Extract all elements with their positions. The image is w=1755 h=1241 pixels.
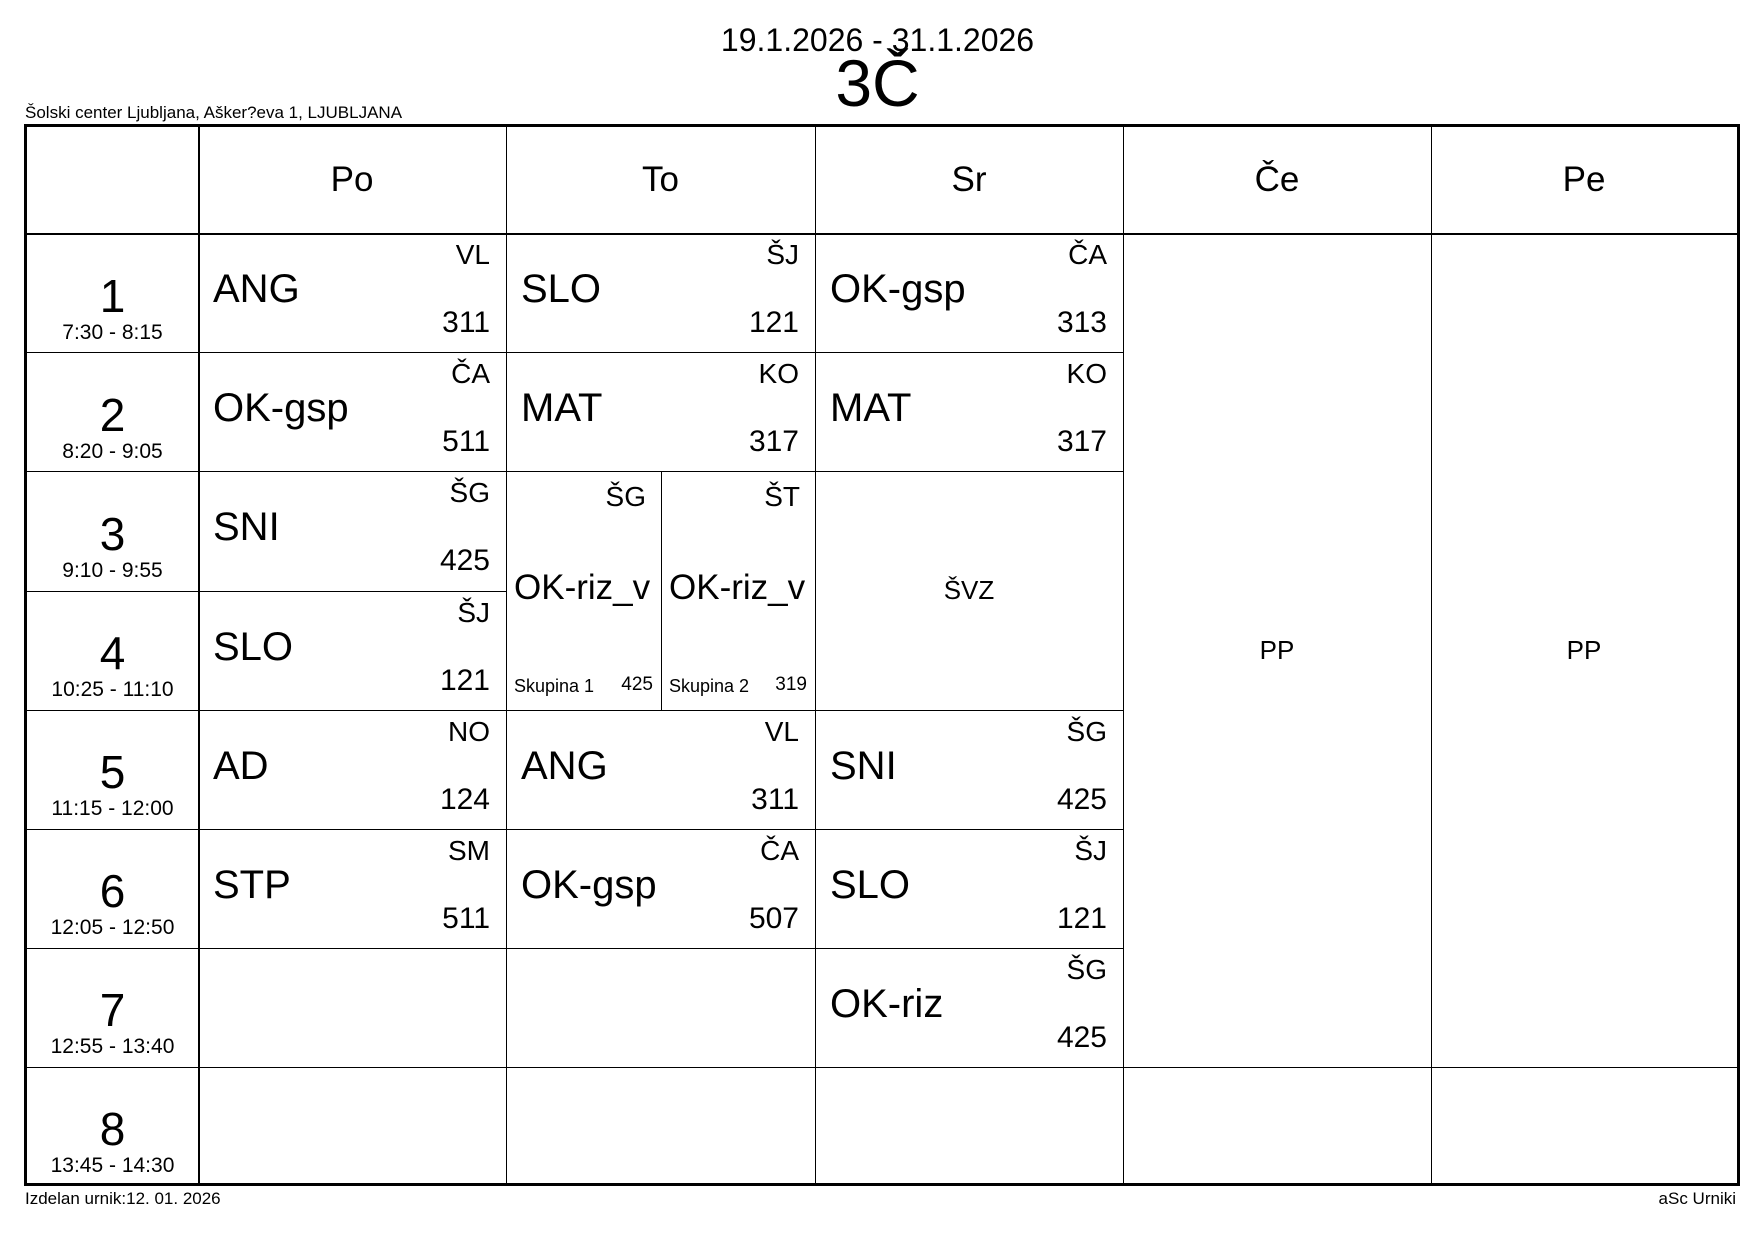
period-time: 11:15 - 12:00 [51,797,174,820]
lesson-subject: ANG [213,267,300,311]
lesson-teacher: KO [758,358,799,389]
lesson-cell[interactable] [506,233,815,352]
row-line [1123,1067,1737,1068]
lesson-room: 425 [621,674,653,695]
lesson-teacher: ŠG [449,477,490,508]
lesson-cell[interactable] [815,829,1123,948]
lesson-teacher: ŠJ [766,239,799,270]
lesson-subject: OK-riz_v [514,568,651,607]
day-header-to: To [642,160,679,199]
period-number: 3 [99,508,126,560]
period-number: 2 [99,389,126,441]
row-line [27,829,198,830]
lesson-subject: OK-gsp [830,267,966,311]
lesson-room: 313 [1056,306,1107,339]
lesson-subject: SNI [830,744,897,788]
period-time: 8:20 - 9:05 [62,440,163,463]
day-header-ce: Če [1254,160,1300,199]
lesson-teacher: ŠJ [457,597,490,628]
day-header-sr: Sr [951,160,987,199]
lesson-cell[interactable] [198,829,506,948]
row-line [198,948,506,949]
row-line [27,471,198,472]
lesson-room: 121 [439,664,490,697]
lesson-teacher: ŠG [1066,716,1107,747]
class-title: 3Č [835,46,920,120]
lesson-subject: SLO [521,267,602,311]
period-time: 7:30 - 8:15 [62,321,163,344]
group-lesson-cell[interactable] [661,471,815,710]
lesson-subject: OK-gsp [213,386,349,430]
lesson-teacher: ŠG [1066,954,1107,985]
lesson-cell-pp[interactable] [1431,233,1737,1067]
lesson-subject: AD [213,744,269,788]
lesson-teacher: VL [455,239,490,270]
lesson-teacher: ČA [1068,239,1107,270]
period-number: 4 [99,627,126,679]
lesson-cell[interactable] [815,948,1123,1067]
lesson-room: 507 [748,902,799,935]
lesson-room: 319 [775,674,807,695]
date-range: 19.1.2026 - 31.1.2026 [720,22,1035,58]
lesson-room: 511 [442,902,490,935]
row-line [27,710,198,711]
lesson-cell[interactable] [198,352,506,471]
period-time: 9:10 - 9:55 [62,559,163,582]
period-number: 5 [99,746,126,798]
period-time: 12:55 - 13:40 [50,1035,175,1058]
lesson-teacher: NO [448,716,490,747]
day-header-po: Po [330,160,374,199]
lesson-subject: MAT [521,386,603,430]
group-lesson-cell[interactable] [506,471,661,710]
lesson-cell[interactable] [198,591,506,710]
period-number: 6 [99,865,126,917]
lesson-room: 425 [1056,1021,1107,1054]
lesson-room: 311 [751,783,799,816]
lesson-cell[interactable] [506,352,815,471]
lesson-teacher: SM [448,835,490,866]
lesson-room: 317 [1056,425,1107,458]
software-credit: aSc Urniki [1658,1189,1736,1208]
lesson-cell[interactable] [198,471,506,591]
lesson-subject: SNI [213,505,280,549]
lesson-room: 121 [1056,902,1107,935]
lesson-subject: ŠVZ [943,575,995,605]
lesson-cell-pp[interactable] [1123,233,1431,1067]
lesson-teacher: KO [1066,358,1107,389]
lesson-subject: STP [213,863,291,907]
row-line [198,1067,506,1068]
row-line [27,1067,198,1068]
row-line [815,1067,1123,1068]
lesson-subject: MAT [830,386,912,430]
lesson-teacher: VL [764,716,799,747]
lesson-teacher: ČA [451,358,490,389]
row-line [27,352,198,353]
lesson-room: 317 [748,425,799,458]
period-time: 10:25 - 11:10 [51,678,174,701]
period-time: 12:05 - 12:50 [50,916,175,939]
lesson-cell[interactable] [198,710,506,829]
lesson-room: 124 [439,783,490,816]
lesson-subject: ANG [521,744,608,788]
lesson-teacher: ŠG [605,481,646,512]
timetable-grid [24,124,1740,1186]
lesson-group: Skupina 1 [514,676,595,696]
lesson-cell[interactable] [506,710,815,829]
period-time: 13:45 - 14:30 [50,1154,175,1177]
lesson-cell-svz[interactable] [815,471,1123,710]
lesson-subject: PP [1259,634,1295,665]
lesson-cell[interactable] [815,352,1123,471]
lesson-room: 121 [748,306,799,339]
lesson-cell[interactable] [815,710,1123,829]
period-number: 7 [99,984,126,1036]
lesson-subject: OK-riz_v [669,568,806,607]
lesson-group: Skupina 2 [669,676,750,696]
school-name: Šolski center Ljubljana, Ašker?eva 1, LJUBLJANA [25,103,403,122]
lesson-subject: SLO [213,625,294,669]
lesson-subject: PP [1566,634,1602,665]
lesson-room: 425 [1056,783,1107,816]
lesson-cell[interactable] [198,233,506,352]
row-line [506,948,815,949]
created-date: Izdelan urnik:12. 01. 2026 [25,1189,221,1208]
lesson-room: 511 [442,425,490,458]
day-header-pe: Pe [1562,160,1606,199]
lesson-cell[interactable] [815,233,1123,352]
lesson-cell[interactable] [506,829,815,948]
period-number: 1 [99,270,126,322]
lesson-teacher: ŠJ [1074,835,1107,866]
lesson-room: 425 [439,544,490,577]
lesson-subject: SLO [830,863,911,907]
lesson-teacher: ČA [760,835,799,866]
lesson-subject: OK-riz [830,982,944,1026]
lesson-room: 311 [442,306,490,339]
period-number: 8 [99,1103,126,1155]
lesson-subject: OK-gsp [521,863,657,907]
row-line [27,948,198,949]
lesson-teacher: ŠT [764,481,800,512]
row-line [27,591,198,592]
row-line [506,1067,815,1068]
